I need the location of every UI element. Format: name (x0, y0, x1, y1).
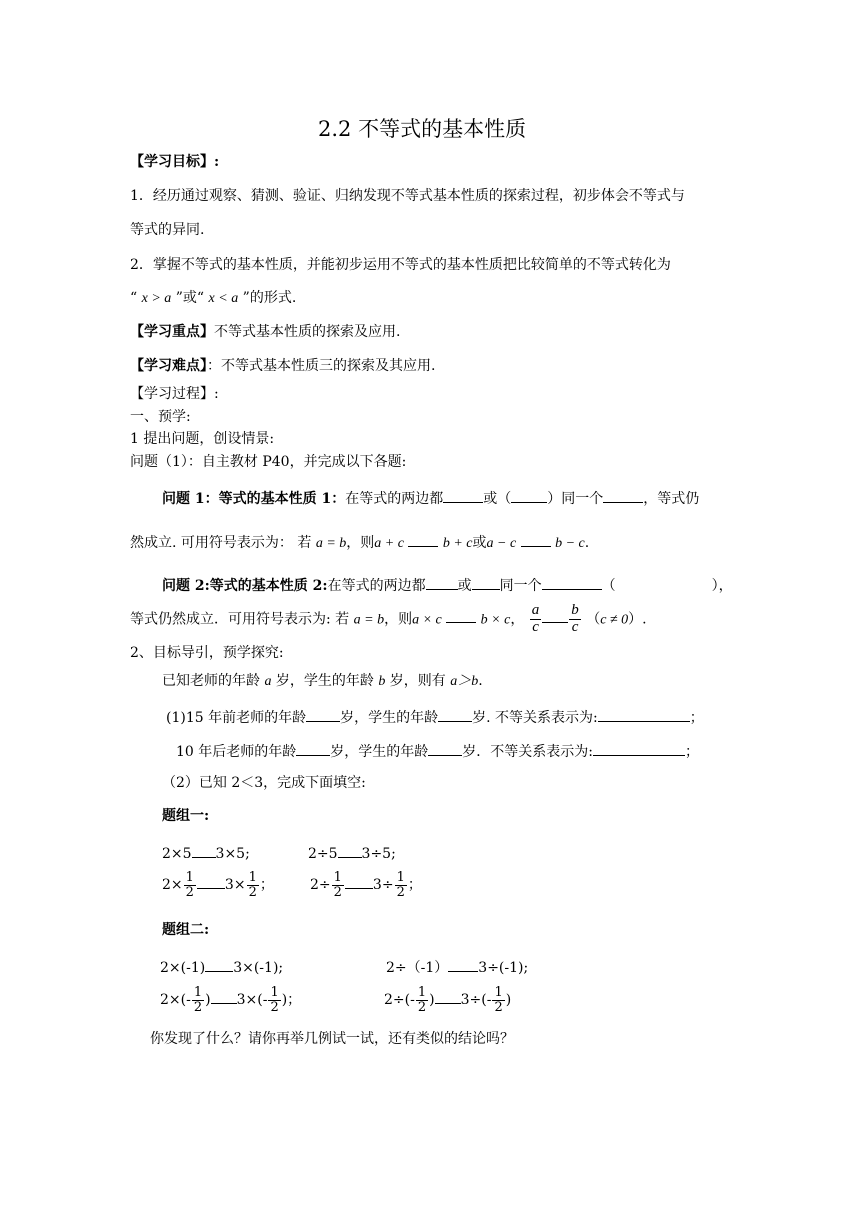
fraction-one-half: $\frac{1}{2}$ (185, 870, 194, 900)
objective-2-line-1: 2．掌握不等式的基本性质，并能初步运用不等式的基本性质把比较简单的不等式转化为 (130, 257, 671, 273)
blank[interactable] (296, 741, 330, 756)
problem-2-line-1: 问题 2:等式的基本性质 2:在等式的两边都 或 同一个 （ ）， (162, 575, 733, 595)
blank[interactable] (205, 957, 233, 972)
blank[interactable] (438, 707, 472, 722)
group-1-heading: 题组一: (162, 808, 210, 824)
blank[interactable] (603, 488, 643, 503)
blank[interactable] (428, 741, 462, 756)
blank[interactable] (448, 957, 478, 972)
objective-1-line-2: 等式的异同. (130, 222, 205, 238)
blank[interactable] (593, 741, 685, 756)
objective-1-line-1: 1．经历通过观察、猜测、验证、归纳发现不等式基本性质的探索过程，初步体会不等式与 (130, 188, 685, 204)
expr-x-gt-a: x > a (141, 291, 172, 306)
fraction-a-over-c: $\frac{a}{c}$ (531, 602, 540, 635)
step-1: 1 提出问题，创设情景: (130, 431, 275, 447)
blank[interactable] (542, 608, 568, 623)
blank[interactable] (598, 707, 690, 722)
blank[interactable] (472, 575, 500, 590)
blank[interactable] (345, 874, 373, 889)
problem-2-line-2: 等式仍然成立．可用符号表示为: 若 a = b，则a × c b × c， $\frac{a}{c}$ $\frac{b}{c}$ （c ≠ 0）. (130, 602, 647, 635)
difficulty: 【学习难点】：不等式基本性质三的探索及其应用. (130, 358, 436, 374)
group-1-row-2-col-2: 2÷ $\frac{1}{2}$ 3÷ $\frac{1}{2}$ ； (310, 870, 422, 900)
group-1-row-1-col-2: 2÷5 3÷5; (308, 843, 396, 863)
blank[interactable] (443, 488, 483, 503)
blank[interactable] (192, 843, 216, 858)
section-2-given: 已知老师的年龄 a 岁，学生的年龄 b 岁，则有 a＞b. (162, 673, 483, 689)
question-intro: 问题（1）：自主教材 P40，并完成以下各题: (130, 454, 407, 470)
section-2-q1: (1)15 年前老师的年龄 岁，学生的年龄 岁. 不等关系表示为: ； (166, 707, 704, 727)
fraction-one-half: $\frac{1}{2}$ (494, 985, 503, 1015)
blank[interactable] (511, 488, 547, 503)
blank[interactable] (306, 707, 340, 722)
fraction-one-half: $\frac{1}{2}$ (333, 870, 342, 900)
blank[interactable] (542, 575, 602, 590)
fraction-one-half: $\frac{1}{2}$ (417, 985, 427, 1015)
problem-1-line-1: 问题 1：等式的基本性质 1：在等式的两边都 或（ ）同一个 ，等式仍 (162, 488, 699, 508)
section-2-q2: 10 年后老师的年龄 岁，学生的年龄 岁．不等关系表示为: ； (176, 741, 699, 761)
fraction-one-half: $\frac{1}{2}$ (193, 985, 203, 1015)
problem-1-line-2: 然成立. 可用符号表示为： 若 a = b，则a + c b + c或a − c b − c. (130, 532, 589, 553)
blank[interactable] (197, 874, 225, 889)
section-2-q3: （2）已知 2＜3，完成下面填空: (162, 775, 366, 791)
fraction-b-over-c: $\frac{b}{c}$ (571, 602, 579, 635)
objective-2-line-2: “ x > a ”或“ x < a ”的形式. (130, 290, 297, 306)
group-2-row-1-col-2: 2÷（-1） 3÷(-1); (386, 957, 528, 977)
group-2-row-1-col-1: 2×(-1) 3×(-1); (160, 957, 283, 977)
blank[interactable] (521, 532, 551, 547)
objectives-heading: 【学习目标】: (130, 154, 220, 170)
blank[interactable] (446, 608, 476, 623)
group-2-row-2-col-1: 2×(- $\frac{1}{2}$ ) 3×(- $\frac{1}{2}$ )； (160, 985, 302, 1015)
group-2-row-2-col-2: 2÷(- $\frac{1}{2}$ ) 3÷(- $\frac{1}{2}$ ) (384, 985, 512, 1015)
fraction-one-half: $\frac{1}{2}$ (248, 870, 257, 900)
blank[interactable] (435, 989, 461, 1004)
page-title: 2.2 不等式的基本性质 (318, 117, 527, 141)
closing-question: 你发现了什么？请你再举几例试一试，还有类似的结论吗？ (150, 1031, 514, 1047)
blank[interactable] (338, 843, 362, 858)
fraction-one-half: $\frac{1}{2}$ (396, 870, 405, 900)
group-1-row-1-col-1: 2×5 3×5; (162, 843, 250, 863)
process-heading: 【学习过程】: (130, 386, 219, 402)
fraction-one-half: $\frac{1}{2}$ (270, 985, 279, 1015)
key-point: 【学习重点】不等式基本性质的探索及应用. (130, 324, 401, 340)
blank[interactable] (211, 989, 237, 1004)
section-2-heading: 2、目标导引，预学探究: (130, 645, 284, 661)
pre-study-heading: 一、预学: (130, 409, 191, 425)
expr-x-lt-a: x < a (208, 291, 239, 306)
blank[interactable] (426, 575, 458, 590)
group-2-heading: 题组二: (162, 922, 210, 938)
group-1-row-2-col-1: 2× $\frac{1}{2}$ 3× $\frac{1}{2}$ ； (162, 870, 274, 900)
blank[interactable] (408, 532, 438, 547)
